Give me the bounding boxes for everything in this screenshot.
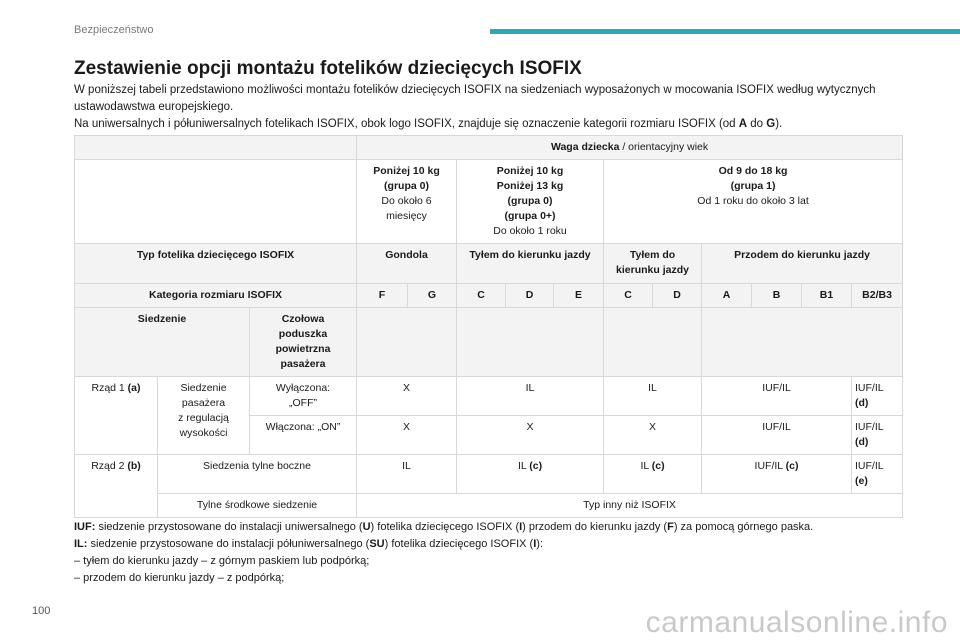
- value-text: IL: [640, 460, 652, 472]
- row2-label-note: (b): [127, 460, 141, 472]
- group-0plus-cell: [457, 160, 604, 244]
- value-cell: [457, 455, 604, 494]
- value-cell: X: [357, 377, 457, 416]
- value-cell: X: [457, 416, 604, 455]
- legend: [74, 519, 914, 587]
- value-cell: IL: [357, 455, 457, 494]
- table-row: [75, 160, 903, 244]
- row2-middle-value: Typ inny niż ISOFIX: [357, 494, 903, 518]
- intro-paragraph-2: [74, 116, 904, 133]
- airbag-off-l1: Wyłączona:: [275, 382, 331, 394]
- row2-outer-seat: Siedzenia tylne boczne: [158, 455, 357, 494]
- value-cell: IUF/IL: [702, 416, 852, 455]
- value-cell: X: [357, 416, 457, 455]
- intro-p2-e: ).: [775, 118, 783, 130]
- legend-text: ) fotelika dziecięcego ISOFIX (: [384, 538, 534, 550]
- value-text: IUF/IL: [855, 421, 884, 433]
- group-1-b1: Od 9 do 18 kg: [718, 165, 788, 177]
- category-cell: D: [653, 284, 702, 308]
- legend-bullet: – tyłem do kierunku jazdy – z górnym paskiem lub podpórką;: [74, 555, 370, 567]
- value-note: (c): [529, 460, 543, 472]
- isofix-table: [74, 135, 903, 518]
- value-text: IUF/IL: [754, 460, 786, 472]
- category-cell: C: [457, 284, 506, 308]
- type-rear-facing-1: Tyłem do kierunku jazdy: [457, 244, 604, 284]
- value-note: (e): [855, 475, 868, 487]
- value-cell: [852, 455, 903, 494]
- type-forward-facing: Przodem do kierunku jazdy: [702, 244, 903, 284]
- weight-header-bold: Waga dziecka: [550, 141, 620, 153]
- row1-label-text: Rząd 1: [91, 382, 128, 394]
- legend-text: ) za pomocą górnego paska.: [673, 521, 814, 533]
- section-label: Bezpieczeństwo: [74, 24, 154, 36]
- legend-key: I: [533, 538, 537, 550]
- table-row: [75, 455, 903, 494]
- row1-seat-l1: Siedzenie: [180, 382, 227, 394]
- table-row: [75, 136, 903, 160]
- group-0-cell: [357, 160, 457, 244]
- type-rear-facing-2-l2: kierunku jazdy: [616, 264, 689, 276]
- category-cell: C: [604, 284, 653, 308]
- row1-seat-l4: wysokości: [179, 427, 228, 439]
- table-row: [75, 308, 903, 377]
- legend-bullet: – przodem do kierunku jazdy – z podpórką;: [74, 572, 285, 584]
- legend-key: F: [667, 521, 674, 533]
- group-1-b2: (grupa 1): [730, 180, 776, 192]
- group-1-cell: [604, 160, 903, 244]
- value-note: (c): [785, 460, 799, 472]
- legend-text: ) fotelika dziecięcego ISOFIX (: [370, 521, 520, 533]
- table-row: [75, 244, 903, 284]
- type-rear-facing-2: [604, 244, 702, 284]
- value-cell: [852, 377, 903, 416]
- table-row: [75, 377, 903, 416]
- header-accent-bar: [490, 29, 960, 34]
- watermark: carmanualsonline.info: [645, 606, 948, 639]
- category-cell: A: [702, 284, 752, 308]
- group-0plus-b3: (grupa 0): [507, 195, 553, 207]
- intro-p2-b: A: [738, 118, 748, 130]
- airbag-off-cell: [250, 377, 357, 416]
- airbag-off-l2: „OFF”: [289, 397, 317, 409]
- category-cell: G: [408, 284, 457, 308]
- legend-iuf-term: IUF:: [74, 521, 96, 533]
- intro-text: [74, 82, 904, 133]
- row1-label-note: (a): [127, 382, 141, 394]
- group-0plus-b2: Poniżej 13 kg: [496, 180, 564, 192]
- legend-key: SU: [369, 538, 385, 550]
- legend-text: ) przodem do kierunku jazdy (: [522, 521, 668, 533]
- value-cell: [604, 455, 702, 494]
- type-gondola: Gondola: [357, 244, 457, 284]
- airbag-header: [250, 308, 357, 377]
- legend-il-term: IL:: [74, 538, 88, 550]
- legend-text: siedzenie przystosowane do instalacji uniwersalnego (: [95, 521, 363, 533]
- category-cell: F: [357, 284, 408, 308]
- legend-key: U: [362, 521, 371, 533]
- weight-header: [357, 136, 903, 160]
- airbag-header-l3: powietrzna: [275, 343, 331, 355]
- value-cell: IUF/IL: [702, 377, 852, 416]
- weight-header-rest: / orientacyjny wiek: [619, 141, 709, 153]
- row2-label-text: Rząd 2: [91, 460, 128, 472]
- type-row-label: Typ fotelika dziecięcego ISOFIX: [75, 244, 357, 284]
- legend-il: [74, 536, 914, 553]
- intro-p2-a: Na uniwersalnych i półuniwersalnych fotelikach ISOFIX, obok logo ISOFIX, znajduje się oznaczenie kategorii rozmiaru ISOFIX (od: [74, 118, 739, 130]
- group-0-r2: miesięcy: [386, 210, 427, 222]
- category-cell: B: [752, 284, 802, 308]
- intro-p2-c: do: [747, 118, 767, 130]
- value-note: (c): [651, 460, 665, 472]
- legend-text: ):: [536, 538, 543, 550]
- table-row: [75, 284, 903, 308]
- legend-key: I: [519, 521, 523, 533]
- value-cell: IL: [604, 377, 702, 416]
- value-cell: X: [604, 416, 702, 455]
- value-cell: [852, 416, 903, 455]
- page-number: 100: [32, 605, 51, 617]
- airbag-header-l2: poduszka: [278, 328, 328, 340]
- category-cell: B2/B3: [852, 284, 903, 308]
- value-cell: IL: [457, 377, 604, 416]
- value-note: (d): [855, 436, 869, 448]
- group-0-b2: (grupa 0): [384, 180, 429, 192]
- type-rear-facing-2-l1: Tyłem do: [629, 249, 676, 261]
- group-1-r1: Od 1 roku do około 3 lat: [697, 195, 809, 207]
- row1-seat-l3: z regulacją: [178, 412, 229, 424]
- value-text: IL: [517, 460, 530, 472]
- value-text: IUF/IL: [855, 382, 884, 394]
- category-cell: B1: [802, 284, 852, 308]
- category-row-label: Kategoria rozmiaru ISOFIX: [75, 284, 357, 308]
- row2-label: [75, 455, 158, 518]
- intro-paragraph-1: W poniższej tabeli przedstawiono możliwości montażu fotelików dziecięcych ISOFIX na siedzeniach wyposażonych w mocowania ISOFIX według wytycznych ustawodawstwa europejskiego.: [74, 84, 876, 113]
- category-cell: E: [554, 284, 604, 308]
- group-0-b1: Poniżej 10 kg: [373, 165, 440, 177]
- group-0plus-b1: Poniżej 10 kg: [496, 165, 564, 177]
- page-title: Zestawienie opcji montażu fotelików dziecięcych ISOFIX: [74, 58, 582, 79]
- value-note: (d): [855, 397, 869, 409]
- intro-p2-d: G: [766, 118, 776, 130]
- airbag-header-l1: Czołowa: [281, 313, 325, 325]
- group-0-r1: Do około 6: [381, 195, 432, 207]
- group-0plus-b4: (grupa 0+): [504, 210, 556, 222]
- legend-iuf: [74, 519, 914, 536]
- row1-seat-l2: pasażera: [181, 397, 226, 409]
- row1-label: [75, 377, 158, 455]
- category-cell: D: [506, 284, 554, 308]
- value-text: IUF/IL: [855, 460, 884, 472]
- legend-text: siedzenie przystosowane do instalacji półuniwersalnego (: [87, 538, 370, 550]
- airbag-on-cell: Włączona: „ON”: [250, 416, 357, 455]
- seat-header: Siedzenie: [75, 308, 250, 377]
- group-0plus-r1: Do około 1 roku: [493, 225, 567, 237]
- row2-middle-seat: Tylne środkowe siedzenie: [158, 494, 357, 518]
- table-row: [75, 494, 903, 518]
- value-cell: [702, 455, 852, 494]
- airbag-header-l4: pasażera: [280, 358, 326, 370]
- row1-seat: [158, 377, 250, 455]
